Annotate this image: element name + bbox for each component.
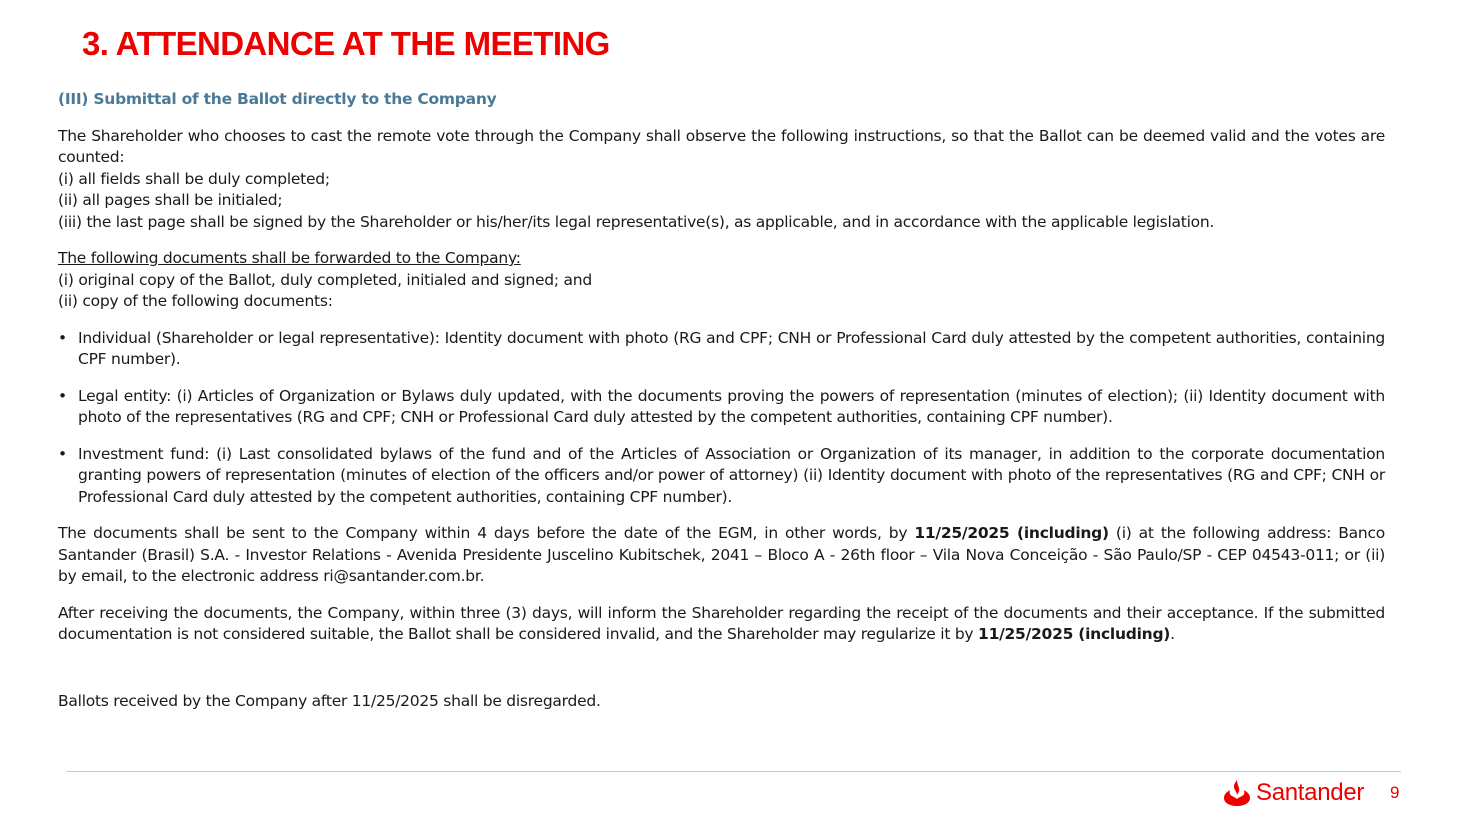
documents-block bbox=[58, 248, 1385, 313]
bullet-icon: • bbox=[58, 386, 67, 405]
receipt-text: After receiving the documents, the Company, within three (3) days, will inform the Shareholder regarding the receipt of the documents and their acceptance. If the submitted documentation is not considered suitable, the Ballot shall be considered invalid, and the Shareholder may regularize it by bbox=[58, 603, 1385, 643]
list-item-individual bbox=[58, 328, 1385, 371]
sending-paragraph bbox=[58, 523, 1385, 588]
list-item-investment-fund bbox=[58, 444, 1385, 509]
list-item-text: Legal entity: (i) Articles of Organization or Bylaws duly updated, with the documents proving the powers of representation (minutes of election); (ii) Identity document with photo of the representatives (RG and CPF; CNH or Professional Card duly attested by the competent authorities, containing CPF number). bbox=[78, 386, 1385, 426]
instructions-intro: The Shareholder who chooses to cast the remote vote through the Company shall observe the following instructions, so that the Ballot can be deemed valid and the votes are counted: bbox=[58, 126, 1385, 166]
santander-flame-icon bbox=[1222, 778, 1252, 808]
sending-deadline: 11/25/2025 (including) bbox=[914, 524, 1109, 542]
documents-item: (i) original copy of the Ballot, duly completed, initialed and signed; and bbox=[58, 270, 592, 289]
instruction-item: (i) all fields shall be duly completed; bbox=[58, 169, 330, 188]
document-requirements-list bbox=[58, 328, 1385, 509]
sending-text-rest: (i) at the following address: Banco Santander (Brasil) S.A. - Investor Relations - Avenida Presidente Juscelino Kubitschek, 2041 – Bloco A - 26th floor – Vila Nova Conceição - São Paulo/SP - CEP 04543-011; or (ii) by email, to the electronic address ri@santander.com.br. bbox=[58, 524, 1385, 585]
bullet-icon: • bbox=[58, 328, 67, 347]
receipt-deadline: 11/25/2025 (including) bbox=[978, 625, 1171, 643]
receipt-text-rest: . bbox=[1170, 625, 1175, 643]
page-title: 3. ATTENDANCE AT THE MEETING bbox=[82, 25, 610, 62]
instruction-item: (iii) the last page shall be signed by the Shareholder or his/her/its legal representative(s), as applicable, and in accordance with the applicable legislation. bbox=[58, 212, 1215, 231]
documents-heading: The following documents shall be forwarded to the Company: bbox=[58, 249, 521, 267]
receipt-paragraph bbox=[58, 603, 1385, 646]
late-ballots-notice: Ballots received by the Company after 11/25/2025 shall be disregarded. bbox=[58, 691, 601, 710]
content-body bbox=[58, 89, 1385, 712]
footer-divider bbox=[66, 771, 1401, 772]
bullet-icon: • bbox=[58, 444, 67, 463]
list-item-text: Investment fund: (i) Last consolidated bylaws of the fund and of the Articles of Association or Organization of its manager, in addition to the corporate documentation granting powers of representation (minutes of election of the officers and/or power of attorney) (ii) Identity document with photo of the representatives (RG and CPF; CNH or Professional Card duly attested by the competent authorities, containing CPF number). bbox=[78, 444, 1385, 506]
list-item-text: Individual (Shareholder or legal representative): Identity document with photo (RG and CPF; CNH or Professional Card duly attested by the competent authorities, containing CPF number). bbox=[78, 328, 1385, 368]
section-subheading: (III) Submittal of the Ballot directly to the Company bbox=[58, 90, 497, 108]
sending-text: The documents shall be sent to the Company within 4 days before the date of the EGM, in other words, by bbox=[58, 524, 915, 542]
santander-logo bbox=[1222, 777, 1364, 809]
brand-name: Santander bbox=[1256, 779, 1365, 806]
documents-item: (ii) copy of the following documents: bbox=[58, 292, 333, 310]
list-item-legal-entity bbox=[58, 386, 1385, 429]
page-number: 9 bbox=[1390, 783, 1400, 802]
instruction-item: (ii) all pages shall be initialed; bbox=[58, 191, 283, 209]
instructions-block bbox=[58, 126, 1385, 234]
